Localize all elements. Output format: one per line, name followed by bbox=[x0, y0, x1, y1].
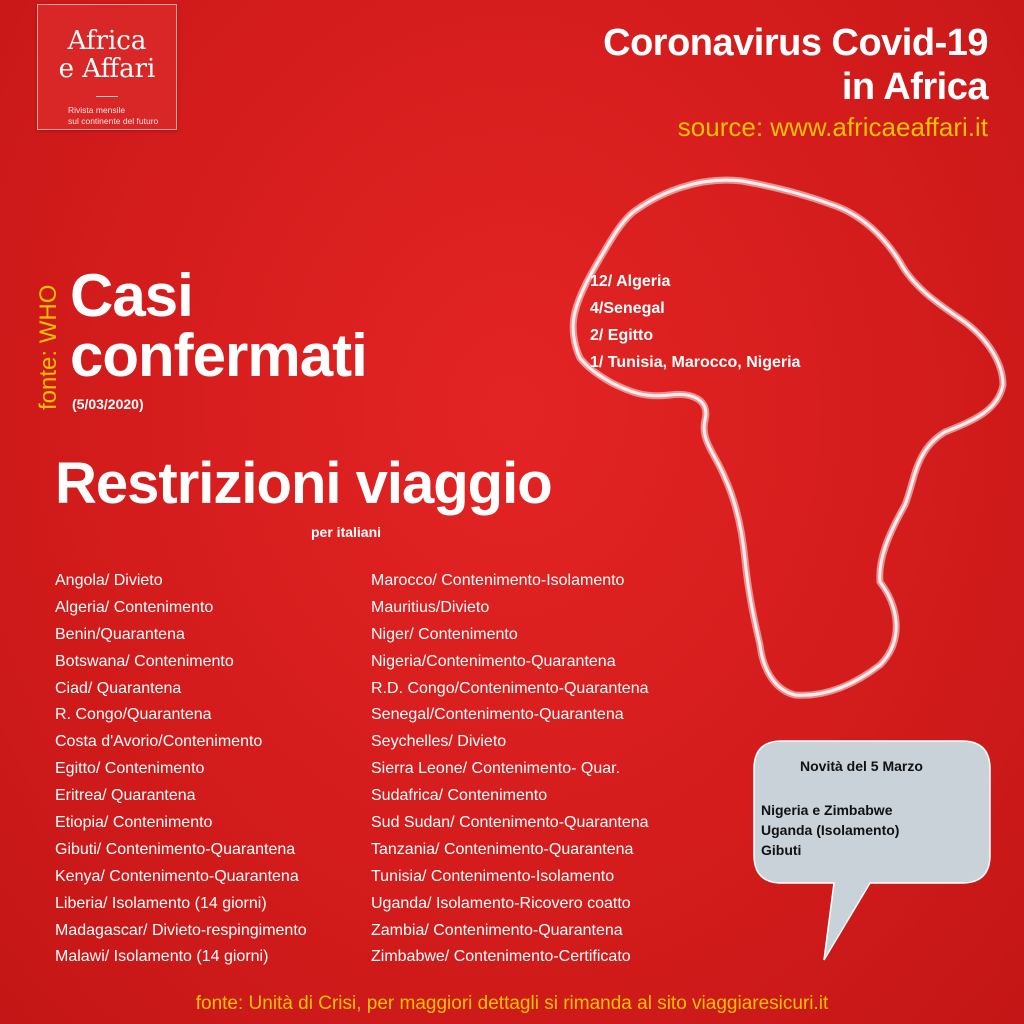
restriction-item: Botswana/ Contenimento bbox=[55, 652, 234, 670]
case-item: 12/ Algeria bbox=[590, 273, 671, 290]
logo-tagline-1: Rivista mensile bbox=[68, 105, 126, 115]
restrictions-right-column bbox=[371, 570, 649, 973]
restriction-item: Tunisia/ Contenimento-Isolamento bbox=[371, 867, 615, 885]
case-item: 1/ Tunisia, Marocco, Nigeria bbox=[590, 354, 801, 371]
confirmed-cases-title-1: Casi bbox=[70, 262, 193, 329]
restriction-item: Marocco/ Contenimento-Isolamento bbox=[371, 572, 625, 589]
restriction-item: Uganda/ Isolamento-Ricovero coatto bbox=[371, 894, 631, 912]
restriction-item: Etiopia/ Contenimento bbox=[55, 814, 213, 832]
main-title-line-2: in Africa bbox=[841, 66, 988, 108]
restriction-item: Malawi/ Isolamento (14 giorni) bbox=[55, 948, 269, 966]
restriction-item: Nigeria/Contenimento-Quarantena bbox=[371, 652, 616, 670]
travel-restrictions-title: Restrizioni viaggio bbox=[55, 451, 552, 516]
restriction-item: Eritrea/ Quarantena bbox=[55, 787, 196, 805]
restriction-item: Senegal/Contenimento-Quarantena bbox=[371, 706, 624, 724]
restriction-item: Madagascar/ Divieto-respingimento bbox=[55, 921, 307, 939]
restriction-item: Niger/ Contenimento bbox=[371, 625, 518, 643]
restriction-item: R.D. Congo/Contenimento-Quarantena bbox=[371, 679, 649, 697]
africa-e-affari-logo bbox=[37, 4, 177, 130]
case-item: 2/ Egitto bbox=[590, 327, 654, 344]
restriction-item: Costa d'Avorio/Contenimento bbox=[55, 733, 263, 751]
news-lines bbox=[761, 801, 899, 861]
restriction-item: Sud Sudan/ Contenimento-Quarantena bbox=[371, 814, 649, 832]
confirmed-cases-date: (5/03/2020) bbox=[72, 396, 144, 412]
restriction-item: Sudafrica/ Contenimento bbox=[371, 787, 548, 805]
confirmed-cases-title-2: confermati bbox=[70, 322, 367, 389]
logo-divider bbox=[96, 96, 118, 97]
restriction-item: Zimbabwe/ Contenimento-Certificato bbox=[371, 948, 631, 966]
logo-line-2: e Affari bbox=[58, 54, 156, 84]
restrictions-left-column bbox=[55, 570, 307, 973]
confirmed-cases-list bbox=[590, 272, 800, 380]
restriction-item: Benin/Quarantena bbox=[55, 625, 185, 643]
travel-restrictions-subtitle: per italiani bbox=[311, 524, 382, 540]
restriction-item: Tanzania/ Contenimento-Quarantena bbox=[371, 840, 634, 858]
source-link: source: www.africaeaffari.it bbox=[677, 112, 988, 142]
restriction-item: Mauritius/Divieto bbox=[371, 598, 490, 616]
restriction-item: Sierra Leone/ Contenimento- Quar. bbox=[371, 760, 621, 778]
restriction-item: Zambia/ Contenimento-Quarantena bbox=[371, 921, 623, 939]
restriction-item: Algeria/ Contenimento bbox=[55, 598, 214, 616]
logo-line-1: Africa bbox=[67, 26, 147, 56]
who-source-label: fonte: WHO bbox=[35, 284, 62, 410]
case-item: 4/Senegal bbox=[590, 300, 665, 317]
main-title-line-1: Coronavirus Covid-19 bbox=[603, 22, 988, 64]
logo-tagline-2: sul continente del futuro bbox=[68, 116, 159, 126]
restriction-item: Seychelles/ Divieto bbox=[371, 733, 507, 751]
restriction-item: Kenya/ Contenimento-Quarantena bbox=[55, 867, 299, 885]
restriction-item: Egitto/ Contenimento bbox=[55, 760, 205, 778]
news-line: Uganda (Isolamento) bbox=[761, 822, 900, 838]
news-line: Nigeria e Zimbabwe bbox=[761, 802, 893, 818]
news-title: Novità del 5 Marzo bbox=[800, 758, 923, 774]
restriction-item: Liberia/ Isolamento (14 giorni) bbox=[55, 894, 267, 912]
restriction-item: Ciad/ Quarantena bbox=[55, 679, 182, 697]
restriction-item: Angola/ Divieto bbox=[55, 572, 163, 589]
footer-source: fonte: Unità di Crisi, per maggiori dettagli si rimanda al sito viaggiaresicuri.it bbox=[195, 993, 829, 1014]
news-line: Gibuti bbox=[761, 842, 802, 858]
restriction-item: Gibuti/ Contenimento-Quarantena bbox=[55, 840, 296, 858]
restriction-item: R. Congo/Quarantena bbox=[55, 706, 212, 724]
